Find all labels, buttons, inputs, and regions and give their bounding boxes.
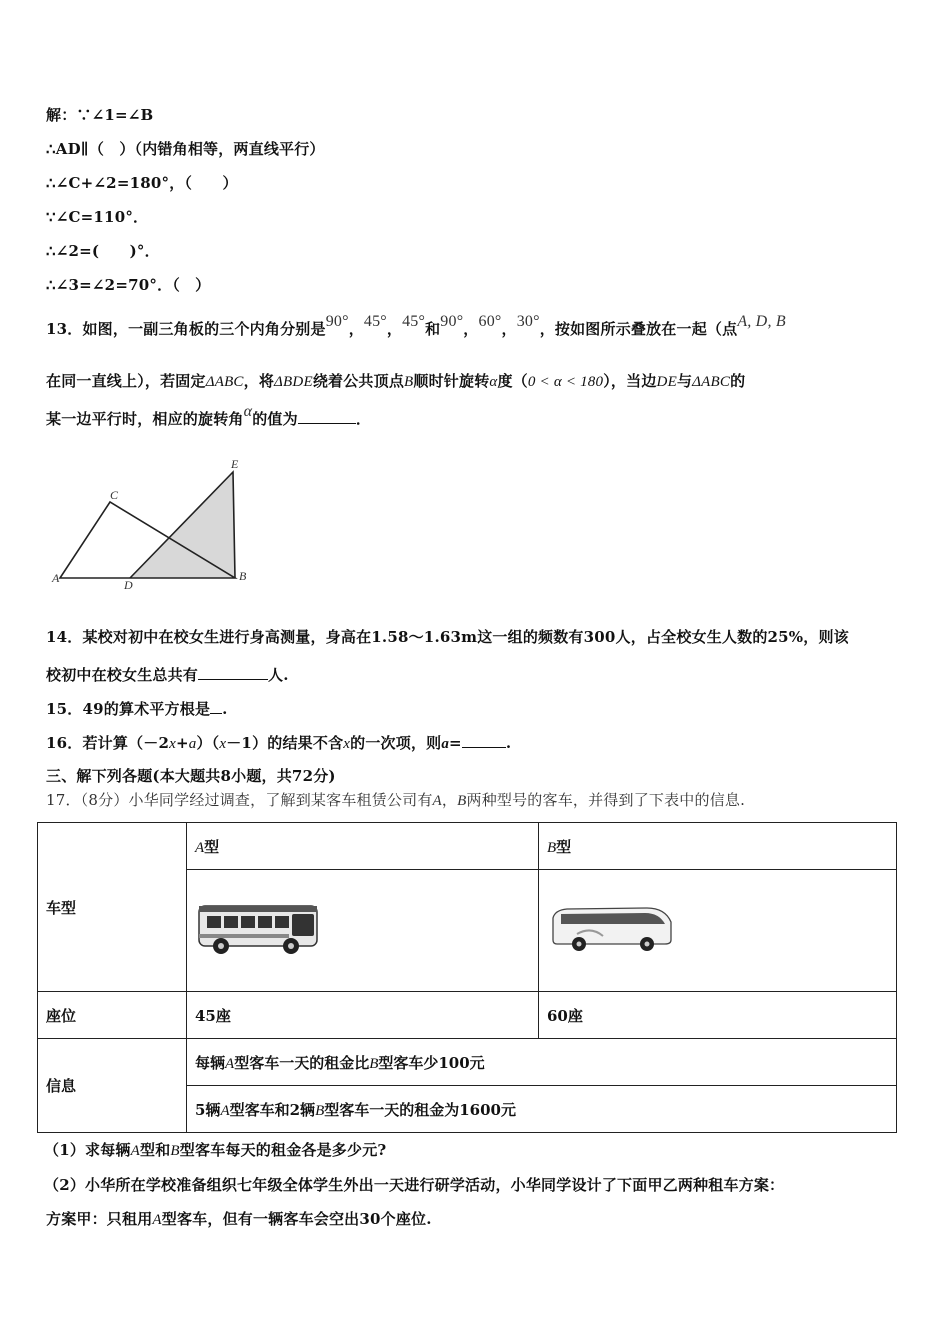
solution-line-1: 解：∵∠1=∠B — [46, 106, 154, 124]
type-label-cell: 车型 — [38, 823, 187, 992]
type-b-cell: B型 — [539, 823, 897, 870]
q14-line-2: 校初中在校女生总共有 人. — [46, 666, 289, 684]
table-row — [38, 823, 897, 870]
angle-45: 45° — [402, 313, 426, 330]
label-a: A — [52, 571, 60, 585]
part-1: （1）求每辆A型和B型客车每天的租金各是多少元? — [44, 1141, 387, 1159]
angle-90: 90° — [325, 313, 349, 330]
bus-a-image-cell — [187, 870, 539, 992]
answer-blank — [462, 733, 506, 748]
solution-line-3: ∴∠C+∠2=180°，（ ） — [46, 174, 238, 192]
label-c: C — [110, 488, 119, 502]
q13-line-3: 某一边平行时，相应的旋转角α的值为 ． — [46, 403, 372, 428]
q16-line: 16．若计算（－2x+a）（x－1）的结果不含x的一次项，则a= . — [46, 734, 512, 752]
seat-label-cell: 座位 — [38, 992, 187, 1039]
solution-line-5: ∴∠2=( )°． — [46, 242, 160, 260]
info-1-cell: 每辆A型客车一天的租金比B型客车少100元 — [187, 1039, 897, 1086]
q15-line: 15．49的算术平方根是 . — [46, 700, 228, 718]
answer-blank — [210, 699, 222, 714]
plan-a: 方案甲：只租用A型客车，但有一辆客车会空出30个座位. — [46, 1210, 432, 1228]
q13-line-1: 13．如图，一副三角板的三个内角分别是90°，45°，45°和90°，60°，30°，按如图所示叠放在一起（点A, D, B — [46, 313, 786, 338]
q17-intro: 17．（8分）小华同学经过调查，了解到某客车租赁公司有A，B两种型号的客车，并得到了下表中的信息. — [46, 791, 746, 809]
angle-30: 30° — [516, 313, 540, 330]
label-b: B — [239, 569, 247, 583]
solution-line-2: ∴AD∥（ ）（内错角相等，两直线平行） — [46, 140, 325, 158]
angle-45: 45° — [363, 313, 387, 330]
triangle-figure — [50, 455, 260, 595]
table-row — [38, 992, 897, 1039]
angle-90: 90° — [440, 313, 464, 330]
bus-info-table — [37, 822, 897, 1133]
solution-line-6: ∴∠3=∠2=70°．（ ） — [46, 276, 211, 294]
info-2-cell: 5辆A型客车和2辆B型客车一天的租金为1600元 — [187, 1086, 897, 1133]
points-adb: A, D, B — [737, 313, 786, 330]
bus-b-image-cell — [539, 870, 897, 992]
q13-line-2: 在同一直线上），若固定ΔABC，将ΔBDE绕着公共顶点B顺时针旋转α度（0 < α < 180），当边DE与ΔABC的 — [46, 372, 746, 390]
section-heading: 三、解下列各题(本大题共8小题，共72分) — [46, 767, 336, 785]
bus-a-image — [195, 896, 325, 966]
table-row — [38, 1039, 897, 1086]
a-seats-cell: 45座 — [187, 992, 539, 1039]
solution-line-4: ∵∠C=110°． — [46, 208, 149, 226]
answer-blank — [298, 409, 356, 424]
label-d: D — [124, 578, 133, 592]
label-e: E — [231, 457, 239, 471]
bus-b-image — [547, 896, 677, 966]
q14-line-1: 14．某校对初中在校女生进行身高测量，身高在1.58～1.63m这一组的频数有300人，占全校女生人数的25%，则该 — [46, 628, 849, 646]
angle-60: 60° — [478, 313, 502, 330]
info-label-cell: 信息 — [38, 1039, 187, 1133]
answer-blank — [198, 665, 268, 680]
part-2: （2）小华所在学校准备组织七年级全体学生外出一天进行研学活动，小华同学设计了下面甲乙两种租车方案： — [44, 1176, 785, 1194]
b-seats-cell: 60座 — [539, 992, 897, 1039]
type-a-cell: A型 — [187, 823, 539, 870]
